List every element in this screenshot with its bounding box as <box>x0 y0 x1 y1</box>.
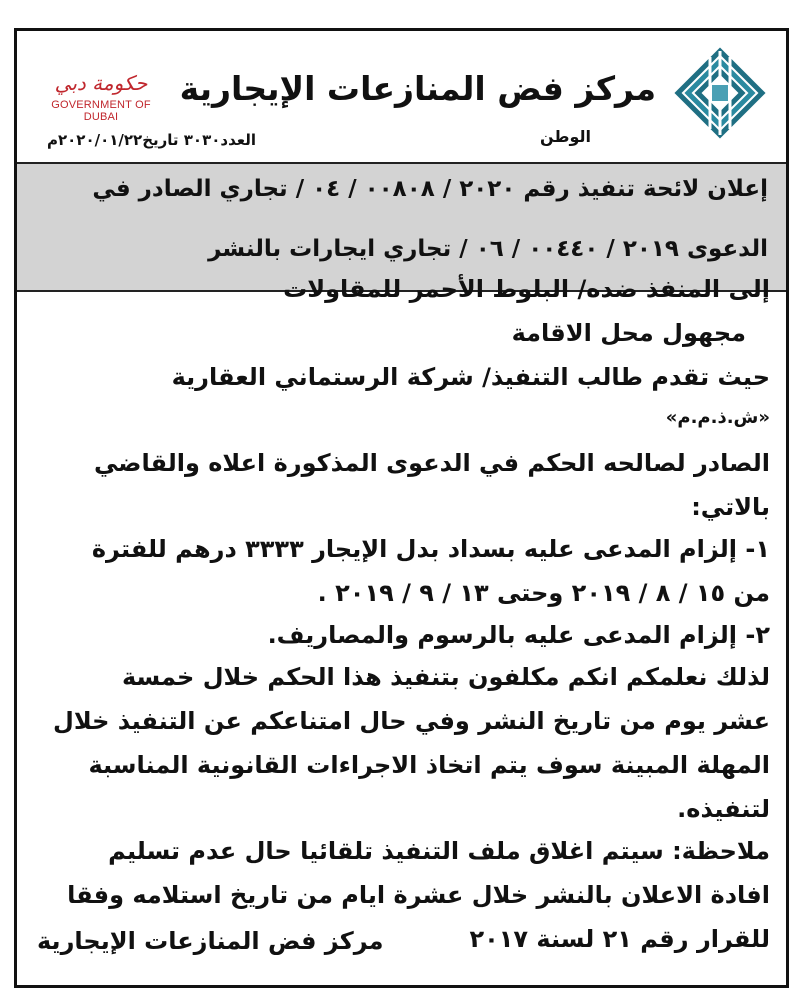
body-line: «ش.ذ.م.م» <box>665 407 770 428</box>
body-line: مجهول محل الاقامة <box>511 319 746 347</box>
body-line: ملاحظة: سيتم اغلاق ملف التنفيذ تلقائيا حال عدم تسليم <box>108 837 770 865</box>
issue-date: العدد٣٠٣٠ تاريخ٢٠٢٠/٠١/٢٢م <box>47 131 257 149</box>
body-line: بالاتي: <box>691 493 770 521</box>
body-line: من ١٥ / ٨ / ٢٠١٩ وحتى ١٣ / ٩ / ٢٠١٩ . <box>317 579 770 607</box>
dubai-government-logo <box>41 71 161 123</box>
newspaper-name: الوطن <box>540 127 591 146</box>
banner-line-2: الدعوى ٢٠١٩ / ٠٠٤٤٠ / ٠٦ / تجاري ايجارات بالنشر <box>208 236 768 262</box>
signature: مركز فض المنازعات الإيجارية <box>37 927 384 955</box>
body-line: حيث تقدم طالب التنفيذ/ شركة الرستماني العقارية <box>171 363 770 391</box>
notice-banner <box>17 162 786 292</box>
body-line: ٢- إلزام المدعى عليه بالرسوم والمصاريف. <box>267 621 770 649</box>
dubai-logo-arabic: حكومة دبي <box>54 71 148 95</box>
body-line: لتنفيذه. <box>677 795 770 823</box>
body-line: عشر يوم من تاريخ النشر وفي حال امتناعكم عن التنفيذ خلال <box>53 707 770 735</box>
header <box>17 31 786 159</box>
body-line: افادة الاعلان بالنشر خلال عشرة ايام من تاريخ استلامه وفقا <box>67 881 770 909</box>
center-title: مركز فض المنازعات الإيجارية <box>179 69 656 108</box>
body-line: لذلك نعلمكم انكم مكلفون بتنفيذ هذا الحكم خلال خمسة <box>121 663 770 691</box>
body-line: المهلة المبينة سوف يتم اتخاذ الاجراءات القانونية المناسبة <box>88 751 770 779</box>
rdc-logo-icon <box>674 47 766 139</box>
notice-frame <box>14 28 789 988</box>
banner-line-1: إعلان لائحة تنفيذ رقم ٢٠٢٠ / ٠٠٨٠٨ / ٠٤ / تجاري الصادر في <box>92 176 768 202</box>
dubai-logo-english: GOVERNMENT OF DUBAI <box>51 99 151 123</box>
body-line: للقرار رقم ٢١ لسنة ٢٠١٧ <box>469 925 770 953</box>
body-line: الصادر لصالحه الحكم في الدعوى المذكورة اعلاه والقاضي <box>93 449 770 477</box>
body-line: ١- إلزام المدعى عليه بسداد بدل الإيجار ٣٣٣٣ درهم للفترة <box>91 535 770 563</box>
body-line: إلى المنفذ ضده/ البلوط الأحمر للمقاولات <box>283 275 770 303</box>
